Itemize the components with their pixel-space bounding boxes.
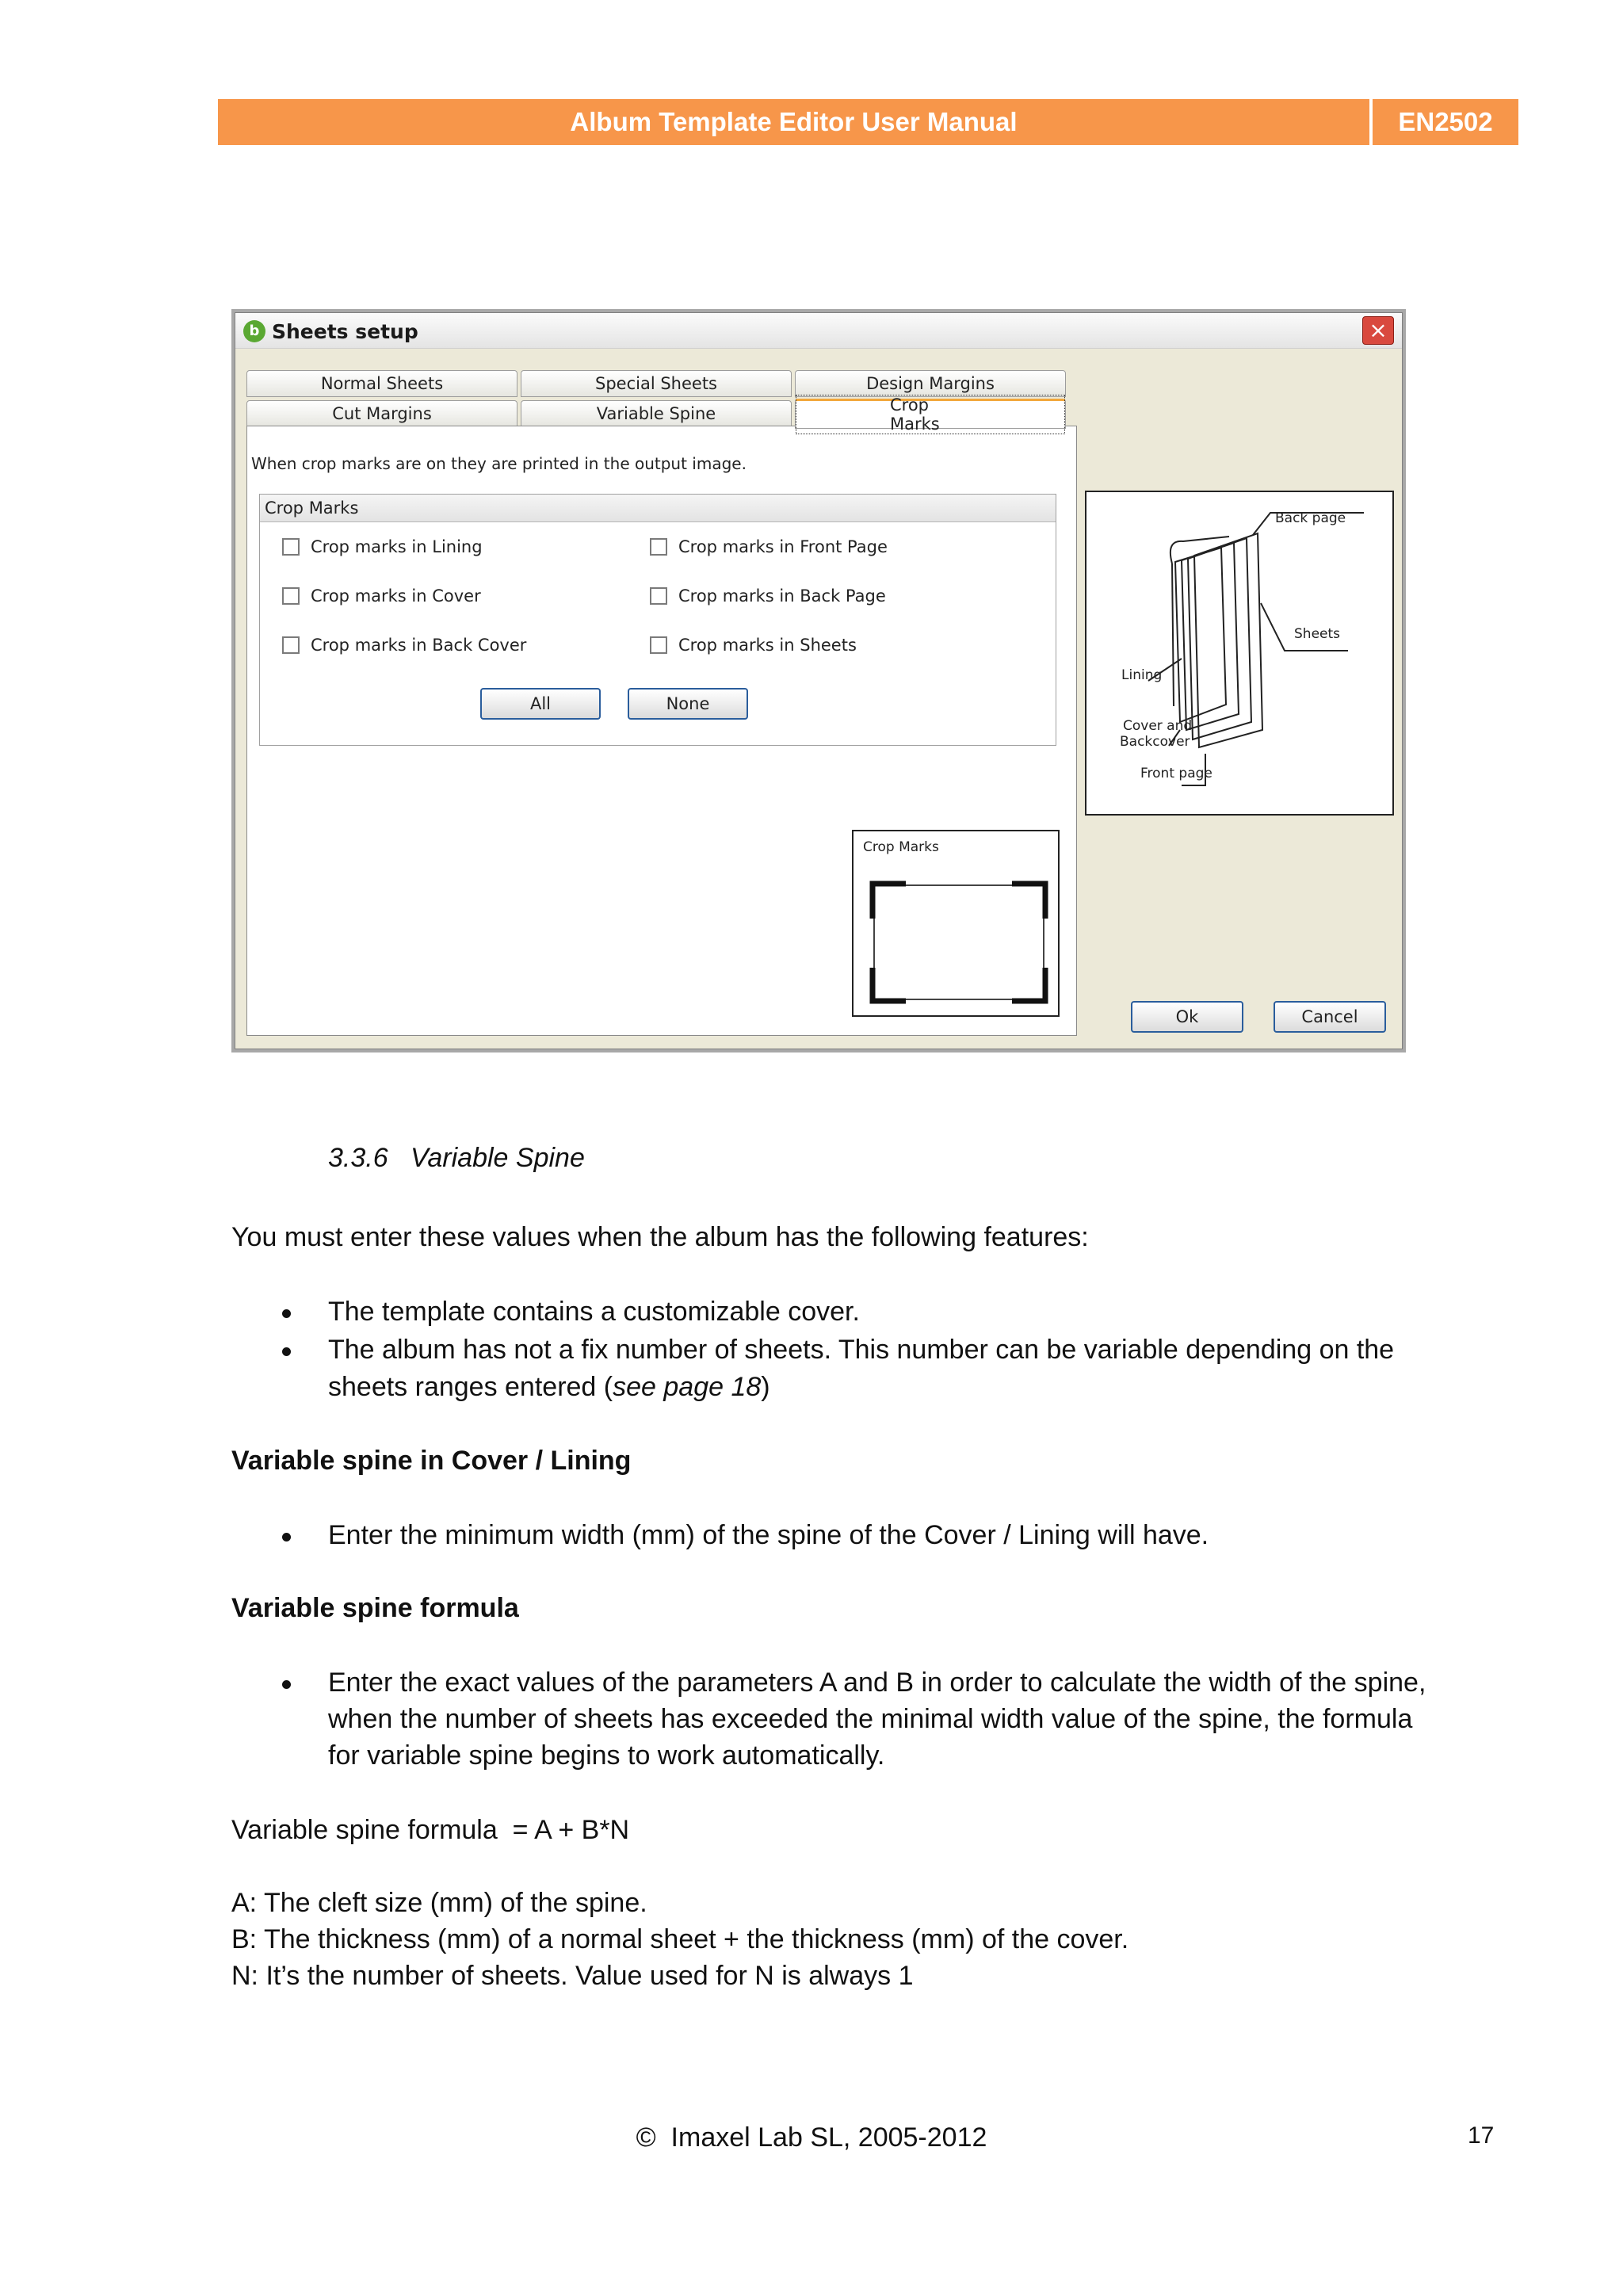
feature-text: sheets ranges entered (: [328, 1372, 613, 1402]
checkbox-label: Crop marks in Front Page: [678, 537, 888, 556]
subheading-formula: Variable spine formula: [231, 1593, 519, 1623]
checkbox-box[interactable]: [650, 538, 667, 556]
sheets-setup-screenshot: [231, 309, 1406, 1052]
checkbox-crop-back-page[interactable]: [650, 586, 886, 606]
tab-cut-margins[interactable]: Cut Margins: [246, 400, 517, 427]
dialog-title: Sheets setup: [272, 320, 418, 343]
album-structure-diagram: [1085, 491, 1394, 816]
label-cover-backcover-2: Backcover: [1120, 734, 1190, 750]
label-lining: Lining: [1121, 667, 1163, 683]
close-button[interactable]: [1362, 316, 1394, 345]
tab-special-sheets[interactable]: Special Sheets: [521, 370, 792, 397]
cancel-button[interactable]: Cancel: [1274, 1001, 1386, 1033]
section-heading: [328, 1143, 585, 1174]
checkbox-label: Crop marks in Cover: [311, 586, 481, 606]
feature-variable-sheets-line1: The album has not a fix number of sheets. This number can be variable depending on the: [328, 1335, 1395, 1365]
label-back-page: Back page: [1275, 510, 1346, 526]
crop-marks-hint: When crop marks are on they are printed in the output image.: [251, 454, 747, 473]
bullet-dot: [282, 1533, 291, 1541]
checkbox-crop-cover[interactable]: [282, 586, 481, 606]
checkbox-crop-back-cover[interactable]: [282, 636, 526, 655]
tab-design-margins[interactable]: Design Margins: [795, 370, 1066, 397]
tab-normal-sheets[interactable]: Normal Sheets: [246, 370, 517, 397]
crop-marks-group: [259, 494, 1056, 746]
page-number: 17: [1468, 2122, 1495, 2149]
formula-text: Variable spine formula = A + B*N: [231, 1815, 630, 1845]
tab-crop-marks[interactable]: [795, 395, 1066, 434]
checkbox-box[interactable]: [282, 538, 300, 556]
app-logo-icon: b: [243, 320, 265, 342]
bullet-dot: [282, 1309, 291, 1318]
checkbox-crop-lining[interactable]: [282, 537, 483, 556]
crop-marks-illustration: [854, 831, 1058, 1015]
page-reference-link[interactable]: see page 18: [613, 1372, 762, 1402]
section-number: 3.3.6: [328, 1143, 388, 1173]
checkbox-crop-front-page[interactable]: [650, 537, 888, 556]
close-icon: ×: [1369, 317, 1388, 343]
document-code: EN2502: [1373, 99, 1518, 145]
crop-marks-preview-label: Crop Marks: [863, 839, 939, 855]
tab-variable-spine[interactable]: Variable Spine: [521, 400, 792, 427]
crop-marks-group-title: Crop Marks: [260, 495, 1056, 522]
page-header: [218, 99, 1518, 145]
intro-text: You must enter these values when the album has the following features:: [231, 1222, 1089, 1252]
label-cover-backcover-1: Cover and: [1123, 718, 1193, 734]
checkbox-crop-sheets[interactable]: [650, 636, 857, 655]
sheets-setup-dialog: [235, 312, 1403, 1049]
footer-copyright: © Imaxel Lab SL, 2005-2012: [636, 2122, 987, 2153]
definition-a: A: The cleft size (mm) of the spine.: [231, 1888, 647, 1918]
feature-variable-sheets-line2: [328, 1372, 770, 1403]
checkbox-label: Crop marks in Back Page: [678, 586, 886, 606]
label-sheets: Sheets: [1294, 626, 1341, 642]
definition-b: B: The thickness (mm) of a normal sheet + the thickness (mm) of the cover.: [231, 1924, 1129, 1954]
checkbox-box[interactable]: [650, 587, 667, 605]
formula-instruction-line1: Enter the exact values of the parameters A and B in order to calculate the width of the spine,: [328, 1668, 1426, 1698]
checkbox-box[interactable]: [282, 587, 300, 605]
bullet-dot: [282, 1680, 291, 1689]
checkbox-label: Crop marks in Lining: [311, 537, 483, 556]
document-title: Album Template Editor User Manual: [218, 99, 1369, 145]
tab-crop-marks-label: Crop Marks: [796, 395, 1065, 434]
checkbox-label: Crop marks in Back Cover: [311, 636, 527, 655]
all-button[interactable]: All: [480, 688, 601, 720]
subheading-cover-lining: Variable spine in Cover / Lining: [231, 1446, 632, 1476]
checkbox-label: Crop marks in Sheets: [678, 636, 857, 655]
section-title: Variable Spine: [410, 1143, 585, 1173]
bullet-dot: [282, 1347, 291, 1356]
none-button[interactable]: None: [628, 688, 748, 720]
album-diagram-drawing: [1086, 492, 1392, 814]
cover-lining-instruction: Enter the minimum width (mm) of the spine of the Cover / Lining will have.: [328, 1520, 1209, 1550]
checkbox-box[interactable]: [282, 636, 300, 654]
dialog-titlebar[interactable]: [235, 313, 1402, 349]
feature-customizable-cover: The template contains a customizable cover.: [328, 1297, 860, 1327]
ok-button[interactable]: Ok: [1131, 1001, 1243, 1033]
formula-instruction-line2: when the number of sheets has exceeded the minimal width value of the spine, the formula: [328, 1704, 1413, 1734]
definition-n: N: It’s the number of sheets. Value used for N is always 1: [231, 1961, 914, 1991]
feature-text: ): [761, 1372, 770, 1402]
label-front-page: Front page: [1140, 766, 1212, 781]
crop-marks-preview: [852, 830, 1060, 1017]
checkbox-box[interactable]: [650, 636, 667, 654]
formula-instruction-line3: for variable spine begins to work automatically.: [328, 1740, 885, 1771]
